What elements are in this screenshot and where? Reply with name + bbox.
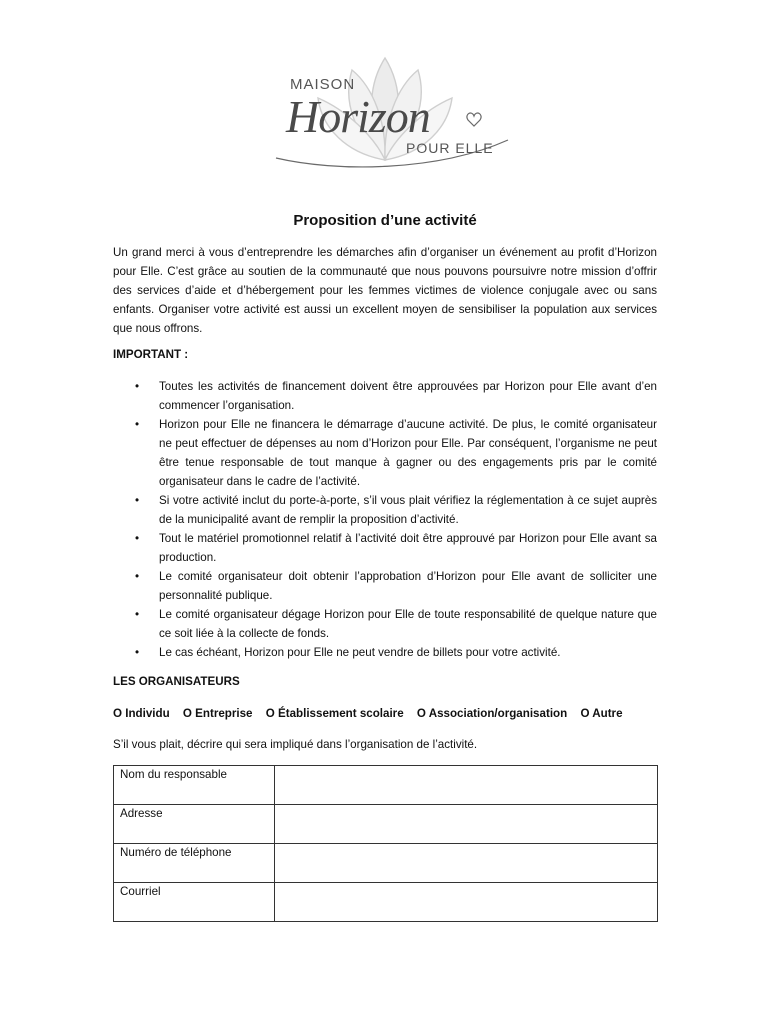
bullet-icon: • [135,646,140,659]
bullet-text: Le cas échéant, Horizon pour Elle ne peut vendre de billets pour votre activité. [159,646,561,659]
option-entreprise[interactable]: O Entreprise [182,707,253,720]
organisers-heading: LES ORGANISATEURS [113,675,240,688]
intro-paragraph: Un grand merci à vous d’entreprendre les démarches afin d’organiser un événement au profit d’Horizon pour Elle. C’est grâce au soutien de la communauté que nous pouvons poursuivre notre mission d’offrir des services d’aide et d’hébergement pour les femmes victimes de violence conjugale avec ou sans enfants. Organiser votre activité est aussi un excellent moyen de sensibiliser la population aux services que nous offrons. [113,246,657,335]
option-etablissement-scolaire[interactable]: O Établissement scolaire [265,707,404,720]
field-input-nom[interactable] [275,766,658,805]
describe-instruction: S’il vous plait, décrire qui sera impliqué dans l’organisation de l’activité. [113,738,478,751]
important-heading: IMPORTANT : [113,348,189,361]
important-bullet-list [113,377,657,662]
bullet-icon: • [135,418,140,431]
bullet-item [113,415,657,491]
field-input-adresse[interactable] [275,805,658,844]
logo-text-pour-elle: POUR ELLE [406,140,494,156]
field-label-courriel: Courriel [114,883,275,922]
bullet-icon: • [135,570,140,583]
bullet-icon: • [135,532,140,545]
table-row [114,805,658,844]
organiser-info-table [113,765,658,922]
bullet-text: Si votre activité inclut du porte-à-porte, s’il vous plait vérifiez la réglementation à ce sujet auprès de la municipalité avant de remplir la proposition d’activité. [159,494,657,526]
bullet-item [113,567,657,605]
bullet-item [113,529,657,567]
organiser-type-options [113,707,633,720]
bullet-item [113,377,657,415]
maison-horizon-logo [246,48,524,174]
bullet-item [113,605,657,643]
bullet-icon: • [135,380,140,393]
bullet-text: Horizon pour Elle ne financera le démarrage d’aucune activité. De plus, le comité organisateur ne peut effectuer de dépenses au nom d’Horizon pour Elle. Par conséquent, l’organisme ne peut être tenue responsable de tout manque à gagner ou des engagements pris par le comité organisateur dans le cadre de l’activité. [159,418,657,488]
bullet-text: Le comité organisateur doit obtenir l’approbation d’Horizon pour Elle avant de solliciter une personnalité publique. [159,570,657,602]
table-row [114,766,658,805]
bullet-icon: • [135,608,140,621]
heart-icon [467,113,481,126]
field-input-telephone[interactable] [275,844,658,883]
option-individu[interactable]: O Individu [113,707,170,720]
option-association-organisation[interactable]: O Association/organisation [416,707,568,720]
table-row [114,883,658,922]
document-title: Proposition d’une activité [293,212,477,229]
field-input-courriel[interactable] [275,883,658,922]
bullet-text: Tout le matériel promotionnel relatif à l’activité doit être approuvé par Horizon pour Elle avant sa production. [159,532,657,564]
bullet-icon: • [135,494,140,507]
field-label-telephone: Numéro de téléphone [114,844,275,883]
bullet-text: Toutes les activités de financement doivent être approuvées par Horizon pour Elle avant d’en commencer l’organisation. [159,380,657,412]
option-autre[interactable]: O Autre [580,707,623,720]
logo-text-maison: MAISON [290,76,356,93]
logo-text-horizon: Horizon [286,91,430,142]
bullet-text: Le comité organisateur dégage Horizon pour Elle de toute responsabilité de quelque nature que ce soit liée à la collecte de fonds. [159,608,657,640]
bullet-item [113,491,657,529]
bullet-item [113,643,657,662]
field-label-adresse: Adresse [114,805,275,844]
field-label-nom: Nom du responsable [114,766,275,805]
table-row [114,844,658,883]
